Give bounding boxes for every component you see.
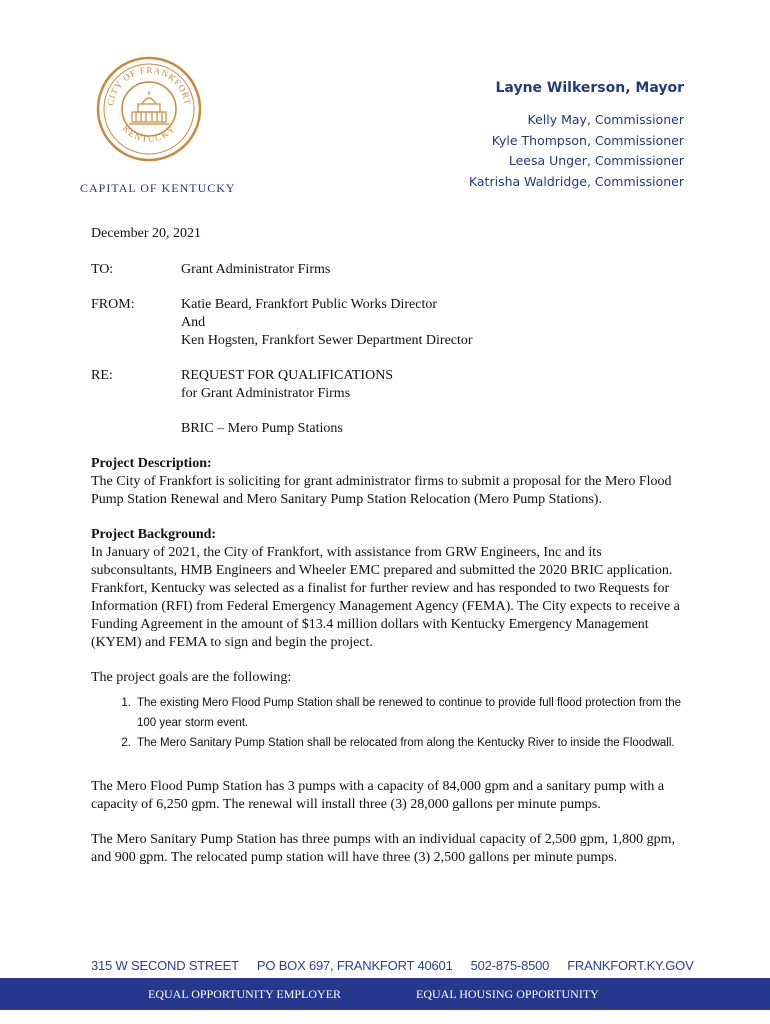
commissioner-name: Katrisha Waldridge, Commissioner xyxy=(468,173,684,189)
memo-to-value: Grant Administrator Firms xyxy=(181,262,331,277)
goal-text: The Mero Sanitary Pump Station shall be relocated from along the Kentucky River to inside the Floodwall. xyxy=(137,737,675,749)
memo-re-line: REQUEST FOR QUALIFICATIONS xyxy=(181,368,394,383)
equal-opportunity-employer: EQUAL OPPORTUNITY EMPLOYER xyxy=(148,987,342,1001)
flood-station-text: The Mero Flood Pump Station has 3 pumps with a capacity of 84,000 gpm and a sanitary pump with a capacity of 6,250 gpm. The renewal will install three (3) 28,000 gallons per minute pumps. xyxy=(91,779,665,812)
commissioner-name: Kelly May, Commissioner xyxy=(527,112,684,127)
footer-pobox: PO BOX 697, FRANKFORT 40601 xyxy=(256,958,453,973)
footer-address xyxy=(91,958,694,973)
memo-to-row xyxy=(91,261,691,279)
commissioner-name: Leesa Unger, Commissioner xyxy=(508,153,684,168)
commissioner-name: Kyle Thompson, Commissioner xyxy=(491,132,684,148)
description-text: The City of Frankfort is soliciting for grant administrator firms to submit a proposal for the Mero Flood Pump Station Renewal and Mero Sanitary Pump Station Relocation (Mero Pump Stations). xyxy=(91,474,672,507)
svg-text:KENTUCKY: KENTUCKY xyxy=(120,123,178,145)
footer-bar xyxy=(0,978,770,1010)
capital-of-kentucky-label: CAPITAL OF KENTUCKY xyxy=(80,181,236,195)
memo-body xyxy=(91,225,691,867)
background-text: In January of 2021, the City of Frankfort, with assistance from GRW Engineers, Inc and its subconsultants, HMB Engineers and Wheeler EMC prepared and submitted the 2020 BRIC application. Frankfort, Kentucky was selected as a finalist for further review and has responded to two Requests for Information (RFI) from Federal Emergency Management Agency (FEMA). The City expects to receive a Funding Agreement in the amount of $13.4 million dollars with Kentucky Emergency Management (KYEM) and FEMA to sign and begin the project. xyxy=(91,545,680,650)
equal-housing-opportunity: EQUAL HOUSING OPPORTUNITY xyxy=(416,987,599,1001)
footer-phone: 502-875-8500 xyxy=(470,958,550,973)
memo-from-line: And xyxy=(181,315,206,330)
footer-website: FRANKFORT.KY.GOV xyxy=(567,958,694,973)
background-title: Project Background: xyxy=(91,527,217,542)
mayor-name: Layne Wilkerson, Mayor xyxy=(495,80,684,96)
memo-from-label: FROM: xyxy=(91,297,135,312)
svg-text:CITY OF FRANKFORT: CITY OF FRANKFORT xyxy=(105,64,193,107)
goal-number: 2. xyxy=(121,737,131,749)
goals-list xyxy=(91,693,691,753)
memo-re-row xyxy=(91,367,691,438)
list-item xyxy=(91,693,691,733)
memo-from-line: Katie Beard, Frankfort Public Works Director xyxy=(181,297,437,312)
memo-re-line: for Grant Administrator Firms xyxy=(181,386,351,401)
memo-date: December 20, 2021 xyxy=(91,226,202,241)
goal-number: 1. xyxy=(121,697,131,709)
memo-re-project: BRIC – Mero Pump Stations xyxy=(181,421,343,436)
memo-from-value xyxy=(181,296,691,350)
city-seal-logo xyxy=(96,56,202,162)
officials-list xyxy=(469,80,684,192)
memo-from-row xyxy=(91,296,691,350)
memo-re-label: RE: xyxy=(91,368,113,383)
memo-from-line: Ken Hogsten, Frankfort Sewer Department Director xyxy=(181,333,473,348)
footer-street: 315 W SECOND STREET xyxy=(91,958,239,973)
description-title: Project Description: xyxy=(91,456,212,471)
sanitary-station-text: The Mero Sanitary Pump Station has three pumps with an individual capacity of 2,500 gpm, 1,800 gpm, and 900 gpm. The relocated pump station will have three (3) 2,500 gallons per minute pumps. xyxy=(91,832,676,865)
goal-text: The existing Mero Flood Pump Station shall be renewed to continue to provide full flood protection from the 100 year storm event. xyxy=(137,697,681,729)
list-item xyxy=(91,733,691,753)
memo-re-value xyxy=(181,367,691,438)
goals-intro: The project goals are the following: xyxy=(91,670,292,685)
memo-to-label: TO: xyxy=(91,262,114,277)
